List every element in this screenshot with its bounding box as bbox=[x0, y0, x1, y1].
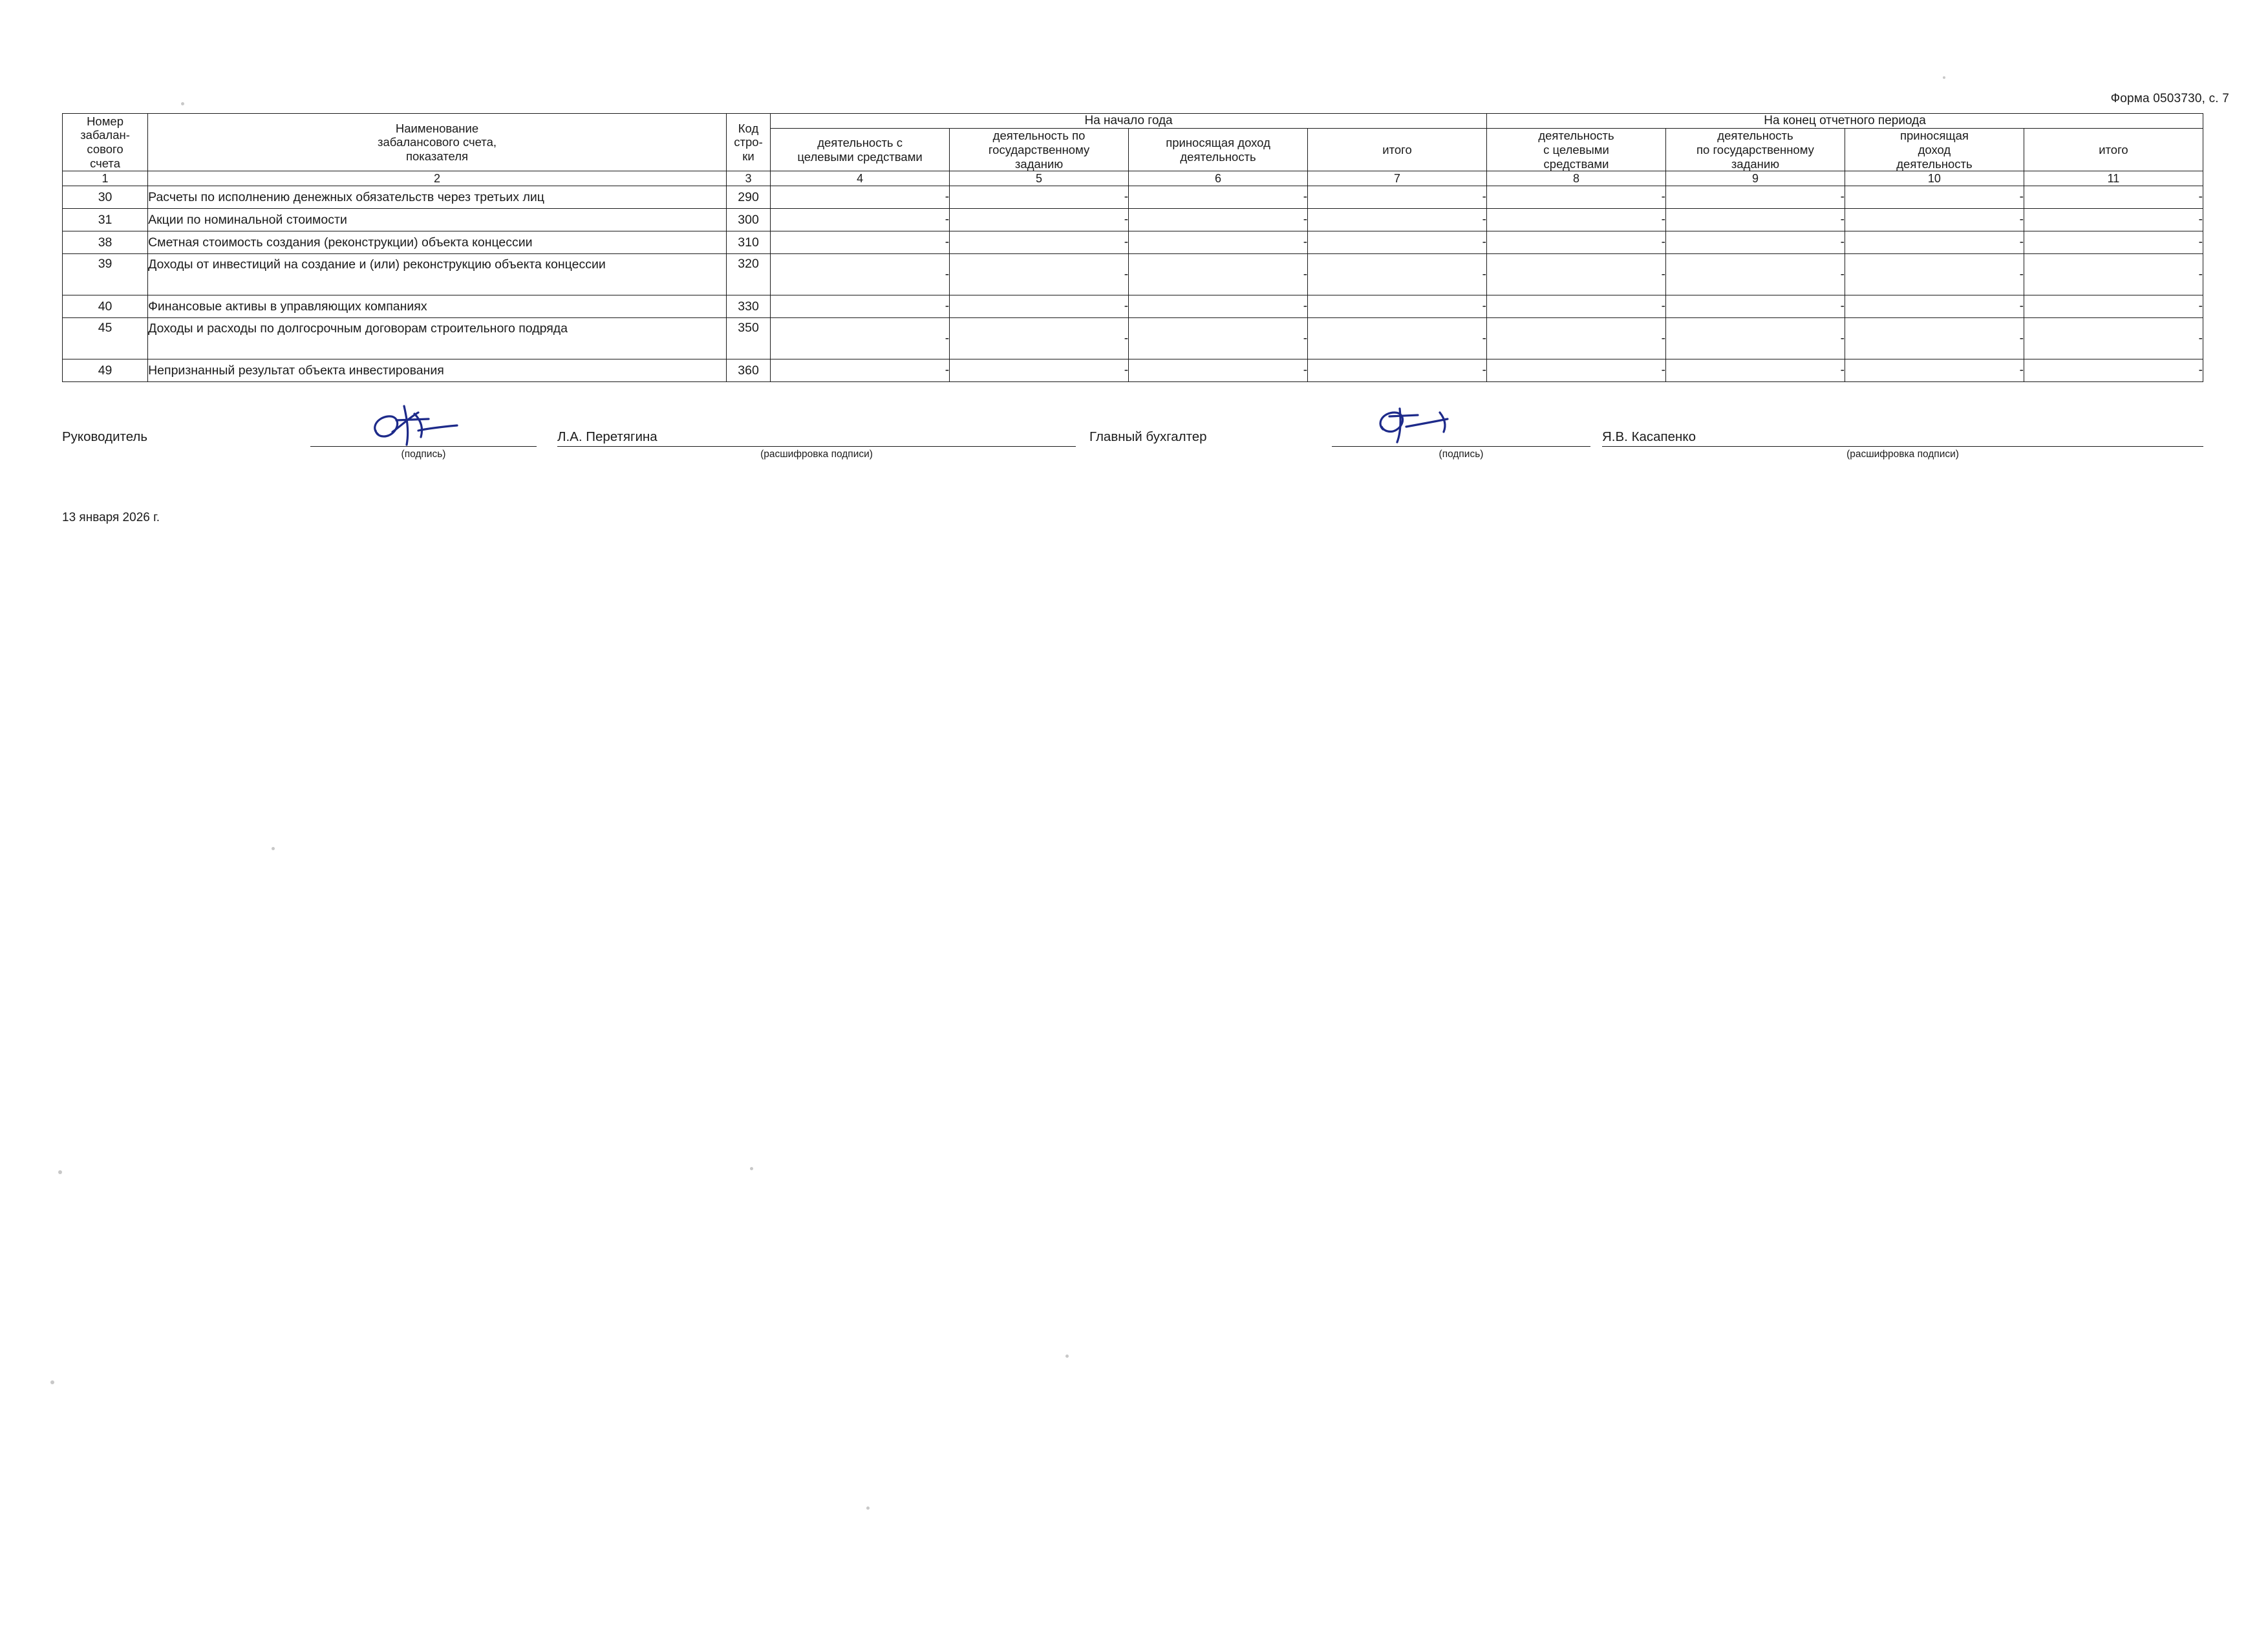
cell-value-9: - bbox=[1665, 231, 1845, 254]
cell-name: Финансовые активы в управляющих компаниях bbox=[148, 295, 727, 318]
cell-account: 30 bbox=[63, 186, 148, 209]
cell-value-11: - bbox=[2024, 295, 2203, 318]
accountant-name-line bbox=[1602, 446, 2203, 447]
cell-value-9: - bbox=[1665, 359, 1845, 382]
cell-account: 38 bbox=[63, 231, 148, 254]
cell-value-4: - bbox=[771, 209, 950, 231]
header-col8-line3: средствами bbox=[1543, 156, 1609, 171]
form-number-label: Форма 0503730, с. 7 bbox=[2110, 92, 2229, 105]
header-col5 bbox=[950, 129, 1129, 171]
cell-account: 39 bbox=[63, 254, 148, 295]
accountant-signature-line bbox=[1332, 446, 1590, 447]
header-col10-line3: деятельность bbox=[1896, 156, 1973, 171]
cell-value-11: - bbox=[2024, 209, 2203, 231]
cell-account: 31 bbox=[63, 209, 148, 231]
header-col6-line2: деятельность bbox=[1180, 149, 1256, 164]
cell-value-8: - bbox=[1487, 209, 1666, 231]
column-number-2: 2 bbox=[148, 171, 727, 186]
document-date: 13 января 2026 г. bbox=[62, 511, 160, 524]
head-signature-caption: (подпись) bbox=[401, 449, 446, 460]
header-col10-line2: доход bbox=[1918, 142, 1951, 156]
cell-value-11: - bbox=[2024, 231, 2203, 254]
header-col6 bbox=[1129, 129, 1308, 171]
cell-value-11: - bbox=[2024, 254, 2203, 295]
cell-value-6: - bbox=[1129, 186, 1308, 209]
cell-value-4: - bbox=[771, 231, 950, 254]
cell-code: 320 bbox=[726, 254, 770, 295]
cell-value-9: - bbox=[1665, 186, 1845, 209]
table-row bbox=[63, 209, 2203, 231]
cell-value-5: - bbox=[950, 209, 1129, 231]
header-group-start-of-year: На начало года bbox=[771, 114, 1487, 129]
cell-code: 310 bbox=[726, 231, 770, 254]
cell-value-10: - bbox=[1845, 186, 2024, 209]
cell-value-10: - bbox=[1845, 318, 2024, 359]
cell-value-11: - bbox=[2024, 359, 2203, 382]
cell-value-6: - bbox=[1129, 209, 1308, 231]
header-account-number-line3: сового bbox=[87, 142, 123, 156]
header-row-code bbox=[726, 114, 770, 171]
accountant-signature-caption: (подпись) bbox=[1439, 449, 1484, 460]
cell-value-7: - bbox=[1308, 254, 1487, 295]
cell-value-10: - bbox=[1845, 231, 2024, 254]
cell-code: 330 bbox=[726, 295, 770, 318]
scan-speck bbox=[181, 102, 184, 105]
table-header-row-1 bbox=[63, 114, 2203, 129]
head-handwritten-signature bbox=[359, 401, 508, 453]
cell-value-9: - bbox=[1665, 254, 1845, 295]
cell-name: Доходы от инвестиций на создание и (или) реконструкцию объекта концессии bbox=[148, 254, 727, 295]
table-row bbox=[63, 254, 2203, 295]
accountant-role-label: Главный бухгалтер bbox=[1089, 429, 1207, 444]
table-column-numbers-row bbox=[63, 171, 2203, 186]
signature-block bbox=[0, 414, 2268, 491]
cell-value-7: - bbox=[1308, 209, 1487, 231]
header-col4 bbox=[771, 129, 950, 171]
cell-value-9: - bbox=[1665, 209, 1845, 231]
header-row-code-line1: Код bbox=[738, 121, 759, 135]
header-name-line3: показателя bbox=[406, 149, 469, 164]
header-col5-line3: заданию bbox=[1014, 156, 1064, 171]
cell-value-5: - bbox=[950, 359, 1129, 382]
cell-value-8: - bbox=[1487, 231, 1666, 254]
table-row bbox=[63, 318, 2203, 359]
table-row bbox=[63, 231, 2203, 254]
table-row bbox=[63, 359, 2203, 382]
cell-value-5: - bbox=[950, 186, 1129, 209]
table-row bbox=[63, 186, 2203, 209]
cell-value-10: - bbox=[1845, 295, 2024, 318]
cell-value-7: - bbox=[1308, 295, 1487, 318]
head-name-caption: (расшифровка подписи) bbox=[760, 449, 873, 460]
header-row-code-line2: стро- bbox=[734, 135, 763, 149]
cell-value-8: - bbox=[1487, 318, 1666, 359]
header-account-number-line2: забалан- bbox=[80, 128, 130, 142]
column-number-10: 10 bbox=[1845, 171, 2024, 186]
header-col11: итого bbox=[2024, 129, 2203, 171]
header-col9 bbox=[1665, 129, 1845, 171]
cell-name: Сметная стоимость создания (реконструкции) объекта концессии bbox=[148, 231, 727, 254]
column-number-7: 7 bbox=[1308, 171, 1487, 186]
cell-value-8: - bbox=[1487, 359, 1666, 382]
header-col10 bbox=[1845, 129, 2024, 171]
head-signature-line bbox=[310, 446, 537, 447]
header-name-line1: Наименование bbox=[395, 121, 479, 135]
accountant-name: Я.В. Касапенко bbox=[1602, 429, 1696, 444]
cell-value-7: - bbox=[1308, 359, 1487, 382]
cell-name: Расчеты по исполнению денежных обязательств через третьих лиц bbox=[148, 186, 727, 209]
cell-value-7: - bbox=[1308, 318, 1487, 359]
column-number-5: 5 bbox=[950, 171, 1129, 186]
accountant-name-caption: (расшифровка подписи) bbox=[1846, 449, 1959, 460]
cell-code: 350 bbox=[726, 318, 770, 359]
header-row-code-line3: ки bbox=[742, 149, 754, 164]
cell-value-10: - bbox=[1845, 254, 2024, 295]
cell-value-4: - bbox=[771, 295, 950, 318]
header-col5-line2: государственному bbox=[988, 142, 1090, 156]
cell-value-4: - bbox=[771, 318, 950, 359]
scan-speck bbox=[1065, 1355, 1069, 1358]
header-col9-line1: деятельность bbox=[1717, 129, 1793, 142]
cell-value-4: - bbox=[771, 186, 950, 209]
cell-value-5: - bbox=[950, 231, 1129, 254]
scan-speck bbox=[50, 1380, 54, 1384]
head-name: Л.А. Перетягина bbox=[557, 429, 658, 444]
cell-code: 360 bbox=[726, 359, 770, 382]
header-col5-line1: деятельность по bbox=[992, 129, 1086, 142]
header-account-number-line4: счета bbox=[90, 156, 120, 171]
table-row bbox=[63, 295, 2203, 318]
cell-value-8: - bbox=[1487, 295, 1666, 318]
header-col8-line2: с целевыми bbox=[1543, 142, 1609, 156]
cell-value-9: - bbox=[1665, 295, 1845, 318]
offbalance-accounts-table bbox=[62, 113, 2203, 382]
scan-speck bbox=[1943, 76, 1945, 79]
cell-name: Непризнанный результат объекта инвестирования bbox=[148, 359, 727, 382]
header-group-end-of-period: На конец отчетного периода bbox=[1487, 114, 2203, 129]
column-number-9: 9 bbox=[1665, 171, 1845, 186]
header-account-number bbox=[63, 114, 148, 171]
cell-code: 300 bbox=[726, 209, 770, 231]
accountant-handwritten-signature bbox=[1367, 400, 1497, 451]
cell-value-9: - bbox=[1665, 318, 1845, 359]
cell-value-6: - bbox=[1129, 318, 1308, 359]
cell-code: 290 bbox=[726, 186, 770, 209]
scan-speck bbox=[866, 1506, 870, 1510]
cell-account: 45 bbox=[63, 318, 148, 359]
header-col8 bbox=[1487, 129, 1666, 171]
cell-account: 49 bbox=[63, 359, 148, 382]
head-role-label: Руководитель bbox=[62, 429, 148, 444]
cell-value-7: - bbox=[1308, 231, 1487, 254]
cell-value-11: - bbox=[2024, 186, 2203, 209]
header-col10-line1: приносящая bbox=[1899, 129, 1969, 142]
cell-value-6: - bbox=[1129, 254, 1308, 295]
cell-value-5: - bbox=[950, 318, 1129, 359]
cell-value-6: - bbox=[1129, 359, 1308, 382]
cell-value-7: - bbox=[1308, 186, 1487, 209]
cell-account: 40 bbox=[63, 295, 148, 318]
cell-value-11: - bbox=[2024, 318, 2203, 359]
cell-value-6: - bbox=[1129, 231, 1308, 254]
header-col9-line2: по государственному bbox=[1696, 142, 1814, 156]
header-name bbox=[148, 114, 727, 171]
cell-value-8: - bbox=[1487, 186, 1666, 209]
cell-value-10: - bbox=[1845, 209, 2024, 231]
cell-value-6: - bbox=[1129, 295, 1308, 318]
header-col4-line1: деятельность с bbox=[817, 135, 903, 149]
header-name-line2: забалансового счета, bbox=[378, 135, 497, 149]
head-name-line bbox=[557, 446, 1076, 447]
cell-value-8: - bbox=[1487, 254, 1666, 295]
header-col6-line1: приносящая доход bbox=[1166, 135, 1270, 149]
column-number-8: 8 bbox=[1487, 171, 1666, 186]
cell-value-10: - bbox=[1845, 359, 2024, 382]
header-col8-line1: деятельность bbox=[1538, 129, 1614, 142]
header-col4-line2: целевыми средствами bbox=[797, 149, 923, 164]
cell-value-5: - bbox=[950, 295, 1129, 318]
header-col7: итого bbox=[1308, 129, 1487, 171]
scan-speck bbox=[272, 847, 275, 850]
cell-name: Доходы и расходы по долгосрочным договорам строительного подряда bbox=[148, 318, 727, 359]
header-account-number-line1: Номер bbox=[87, 114, 124, 128]
column-number-11: 11 bbox=[2024, 171, 2203, 186]
column-number-1: 1 bbox=[63, 171, 148, 186]
scan-speck bbox=[750, 1167, 753, 1170]
column-number-4: 4 bbox=[771, 171, 950, 186]
cell-value-4: - bbox=[771, 359, 950, 382]
cell-name: Акции по номинальной стоимости bbox=[148, 209, 727, 231]
scan-speck bbox=[58, 1170, 62, 1174]
column-number-3: 3 bbox=[726, 171, 770, 186]
cell-value-4: - bbox=[771, 254, 950, 295]
header-col9-line3: заданию bbox=[1731, 156, 1780, 171]
cell-value-5: - bbox=[950, 254, 1129, 295]
column-number-6: 6 bbox=[1129, 171, 1308, 186]
